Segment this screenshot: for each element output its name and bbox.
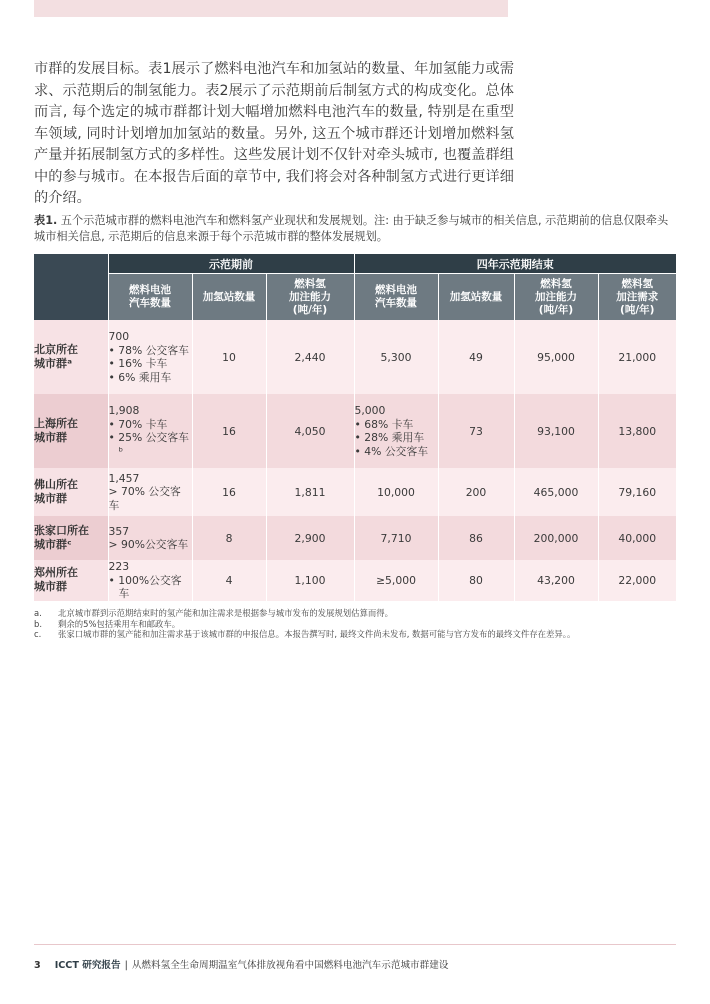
data-table xyxy=(34,254,676,601)
demand-after-cell: 40,000 xyxy=(598,516,676,560)
vehicle-share: > 90%公交客车 xyxy=(108,538,189,551)
stations-before-cell: 10 xyxy=(192,320,266,394)
table-notes xyxy=(34,608,674,640)
stations-after-cell: 80 xyxy=(438,560,514,601)
vehicle-total: 223 xyxy=(108,560,130,573)
table-row xyxy=(34,516,676,560)
header-corner-lower xyxy=(34,274,108,321)
demand-after-cell: 13,800 xyxy=(598,394,676,468)
table-row xyxy=(34,394,676,468)
vehicle-share: • 4% 公交客车 xyxy=(354,444,429,458)
fcv-before-cell xyxy=(108,320,192,394)
stations-before-cell: 16 xyxy=(192,394,266,468)
vehicle-total: 1,457 xyxy=(108,471,140,485)
footnote-label: a. xyxy=(34,608,42,618)
capacity-before-cell: 2,900 xyxy=(266,516,354,560)
fcv-before-cell xyxy=(108,394,192,468)
capacity-after-cell: 465,000 xyxy=(514,468,598,516)
vehicle-share: • 28% 乘用车 xyxy=(354,431,425,444)
col-capacity-after: 燃料氢 加注能力 (吨/年) xyxy=(514,274,598,321)
table-row xyxy=(34,560,676,601)
footnote xyxy=(34,629,674,640)
footer-separator: | xyxy=(124,960,128,971)
table-caption xyxy=(34,213,679,245)
stations-after-cell: 49 xyxy=(438,320,514,394)
vehicle-total: 357 xyxy=(108,524,130,538)
stations-after-cell: 73 xyxy=(438,394,514,468)
footnote-label: c. xyxy=(34,629,42,639)
capacity-after-cell: 200,000 xyxy=(514,516,598,560)
col-fcv-after: 燃料电池 汽车数量 xyxy=(354,274,438,321)
fcv-after-cell: ≥5,000 xyxy=(354,560,438,601)
col-stations-after: 加氢站数量 xyxy=(438,274,514,321)
fcv-after-cell: 7,710 xyxy=(354,516,438,560)
vehicle-share: • 68% 卡车 xyxy=(354,417,414,431)
header-corner xyxy=(34,254,108,274)
fcv-before-cell xyxy=(108,468,192,516)
col-fcv-before: 燃料电池 汽车数量 xyxy=(108,274,192,321)
footnote xyxy=(34,608,674,619)
header-column-row xyxy=(34,274,676,321)
vehicle-share: • 25% 公交客车ᵇ xyxy=(108,431,189,458)
table-body xyxy=(34,320,676,601)
demand-after-cell: 79,160 xyxy=(598,468,676,516)
footer-title: 从燃料氢全生命周期温室气体排放视角看中国燃料电池汽车示范城市群建设 xyxy=(131,960,449,971)
capacity-before-cell: 1,100 xyxy=(266,560,354,601)
demand-after-cell: 22,000 xyxy=(598,560,676,601)
col-stations-before: 加氢站数量 xyxy=(192,274,266,321)
city-cell: 上海所在 城市群 xyxy=(34,394,108,468)
col-demand-after: 燃料氢 加注需求 (吨/年) xyxy=(598,274,676,321)
city-cell: 佛山所在 城市群 xyxy=(34,468,108,516)
footnote xyxy=(34,619,674,630)
vehicle-total: 1,908 xyxy=(108,404,140,417)
footer-divider xyxy=(34,944,676,945)
fcv-after-cell xyxy=(354,394,438,468)
footnote-text: 剩余的5%包括乘用车和邮政车。 xyxy=(58,618,181,629)
col-capacity-before: 燃料氢 加注能力 (吨/年) xyxy=(266,274,354,321)
footnote-text: 北京城市群到示范期结束时的氢产能和加注需求是根据参与城市发布的发展规划估算而得。 xyxy=(58,608,393,618)
vehicle-share: • 6% 乘用车 xyxy=(108,370,172,384)
fcv-before-cell xyxy=(108,560,192,601)
footnote-text: 张家口城市群的氢产能和加注需求基于该城市群的申报信息。本报告撰写时, 最终文件尚未发布, 数据可能与官方发布的最终文件存在差异。。 xyxy=(58,629,576,639)
vehicle-total: 5,000 xyxy=(354,404,386,417)
group-before-header: 示范期前 xyxy=(108,254,354,274)
caption-label: 表1. xyxy=(34,214,58,227)
vehicle-share: • 16% 卡车 xyxy=(108,357,168,370)
stations-before-cell: 4 xyxy=(192,560,266,601)
city-cell: 北京所在 城市群ᵃ xyxy=(34,320,108,394)
table-row xyxy=(34,468,676,516)
capacity-before-cell: 1,811 xyxy=(266,468,354,516)
fcv-after-cell: 10,000 xyxy=(354,468,438,516)
top-accent-band xyxy=(34,0,508,17)
stations-before-cell: 8 xyxy=(192,516,266,560)
header-group-row xyxy=(34,254,676,274)
body-paragraph: 市群的发展目标。表1展示了燃料电池汽车和加氢站的数量、年加氢能力或需求、示范期后的制氢能力。表2展示了示范期前后制氢方式的构成变化。总体而言, 每个选定的城市群都计划大幅增加燃料电池汽车的数量, 特别是在重型车领域, 同时计划增加加氢站的数量。另外, 这五个城市群还计划增加燃料氢产量并拓展制氢方式的多样性。这些发展计划不仅针对牵头城市, 也覆盖群组中的参与城市。在本报告后面的章节中, 我们将会对各种制氢方式进行更详细的介绍。 xyxy=(34,61,514,206)
stations-before-cell: 16 xyxy=(192,468,266,516)
capacity-before-cell: 2,440 xyxy=(266,320,354,394)
footer-brand: ICCT 研究报告 xyxy=(54,960,121,971)
footnote-label: b. xyxy=(34,618,42,629)
city-cell: 张家口所在 城市群ᶜ xyxy=(34,516,108,560)
vehicle-total: 700 xyxy=(108,330,130,343)
capacity-after-cell: 93,100 xyxy=(514,394,598,468)
vehicle-share: • 70% 卡车 xyxy=(108,417,168,431)
vehicle-share: • 78% 公交客车 xyxy=(108,343,189,357)
table-row xyxy=(34,320,676,394)
group-after-header: 四年示范期结束 xyxy=(354,254,676,274)
fcv-before-cell xyxy=(108,516,192,560)
stations-after-cell: 86 xyxy=(438,516,514,560)
fcv-after-cell: 5,300 xyxy=(354,320,438,394)
caption-text: 五个示范城市群的燃料电池汽车和燃料氢产业现状和发展规划。注: 由于缺乏参与城市的相关信息, 示范期前的信息仅限牵头城市相关信息, 示范期后的信息来源于每个示范城市群的整体发展规划。 xyxy=(34,214,669,243)
capacity-after-cell: 43,200 xyxy=(514,560,598,601)
capacity-after-cell: 95,000 xyxy=(514,320,598,394)
vehicle-share: • 100%公交客车 xyxy=(108,573,182,600)
page-footer xyxy=(34,957,448,971)
stations-after-cell: 200 xyxy=(438,468,514,516)
capacity-before-cell: 4,050 xyxy=(266,394,354,468)
demand-after-cell: 21,000 xyxy=(598,320,676,394)
vehicle-share: > 70% 公交客车 xyxy=(108,485,181,512)
city-cell: 郑州所在 城市群 xyxy=(34,560,108,601)
page-number: 3 xyxy=(34,960,41,971)
